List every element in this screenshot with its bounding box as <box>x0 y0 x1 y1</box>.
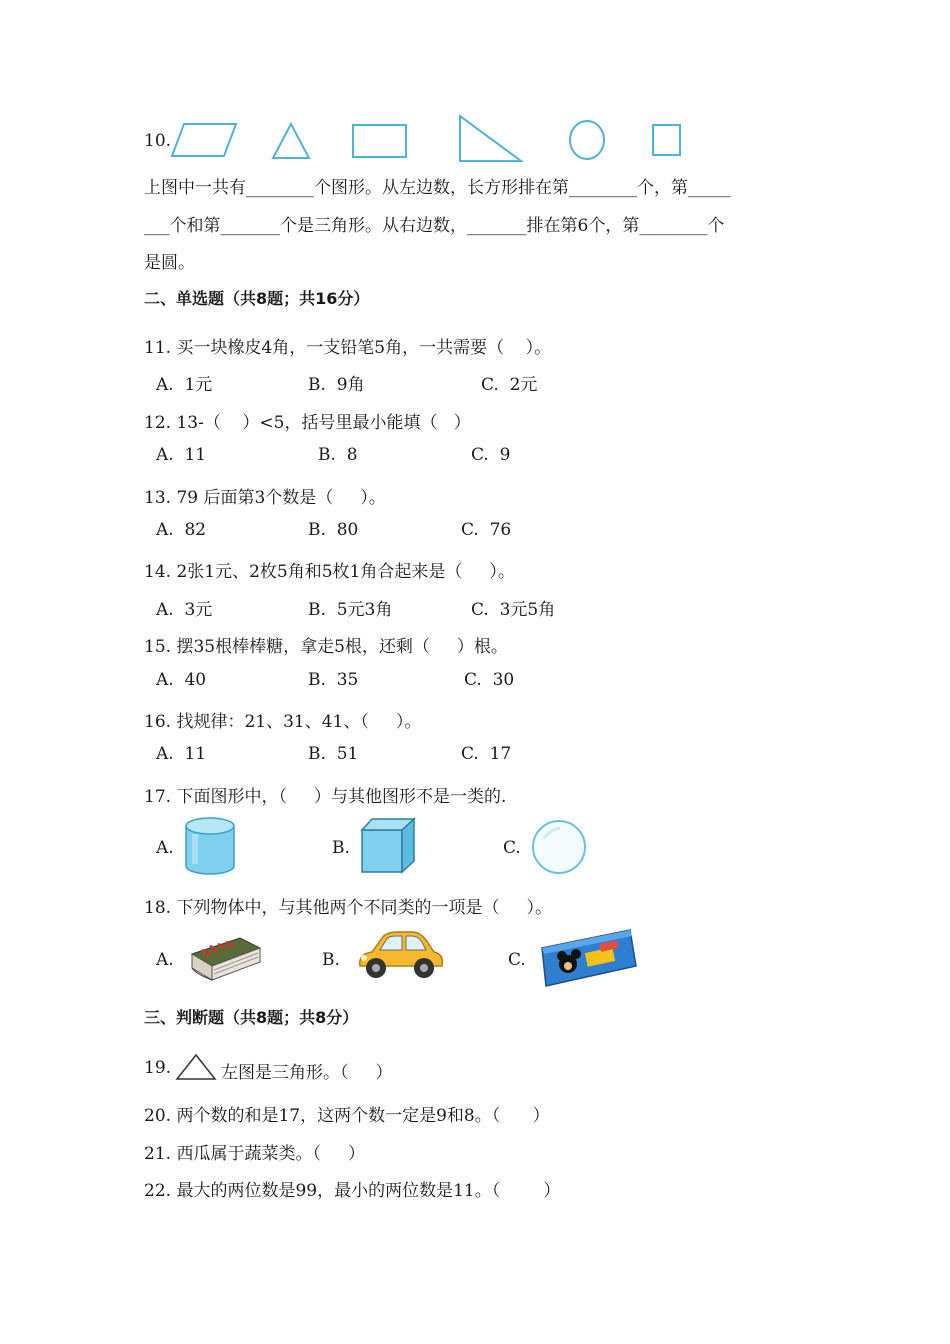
q13-option-c: C. 76 <box>461 520 512 540</box>
q13-text: 13. 79 后面第3个数是（ ）。 <box>144 488 386 508</box>
q16-option-a: A. 11 <box>156 744 207 764</box>
q14-text: 14. 2张1元、2枚5角和5枚1角合起来是（ ）。 <box>144 562 515 582</box>
q12-option-a: A. 11 <box>156 445 207 465</box>
triangle-icon <box>270 120 312 162</box>
book-icon <box>188 934 262 984</box>
q17-option-c: C. <box>503 838 521 858</box>
pencil-case-icon <box>538 926 640 990</box>
q14-option-b: B. 5元3角 <box>308 600 393 620</box>
q22-text: 22. 最大的两位数是99，最小的两位数是11。（ ） <box>144 1181 561 1201</box>
q11-option-b: B. 9角 <box>308 375 365 395</box>
right-triangle-icon <box>455 112 525 164</box>
q12-option-c: C. 9 <box>471 445 511 465</box>
q19-text: 左图是三角形。（ ） <box>221 1063 393 1083</box>
cube-icon <box>358 816 418 876</box>
q16-option-b: B. 51 <box>308 744 359 764</box>
q17-text: 17. 下面图形中，（ ）与其他图形不是一类的. <box>144 787 507 807</box>
q16-option-c: C. 17 <box>461 744 512 764</box>
q19-number: 19. <box>144 1058 172 1078</box>
q16-text: 16. 找规律：21、31、41、（ ）。 <box>144 712 422 732</box>
q15-option-a: A. 40 <box>156 670 207 690</box>
q11-option-c: C. 2元 <box>481 375 538 395</box>
square-icon <box>650 122 684 158</box>
q17-option-a: A. <box>156 838 174 858</box>
q10-line-3: 是圆。 <box>144 253 195 273</box>
q17-option-b: B. <box>332 838 350 858</box>
q11-text: 11. 买一块橡皮4角，一支铅笔5角，一共需要（ ）。 <box>144 338 552 358</box>
q14-option-a: A. 3元 <box>156 600 213 620</box>
q11-option-a: A. 1元 <box>156 375 213 395</box>
rectangle-icon <box>350 121 410 161</box>
parallelogram-icon <box>170 120 240 160</box>
q15-option-c: C. 30 <box>464 670 515 690</box>
q10-number: 10. <box>144 131 172 151</box>
q15-text: 15. 摆35根棒棒糖，拿走5根，还剩（ ）根。 <box>144 637 508 657</box>
q18-option-c: C. <box>508 950 526 970</box>
section-3-title: 三、判断题（共8题；共8分） <box>144 1008 359 1027</box>
car-icon <box>354 928 446 984</box>
q13-option-a: A. 82 <box>156 520 207 540</box>
circle-outline-icon <box>530 818 588 876</box>
q12-option-b: B. 8 <box>318 445 358 465</box>
q20-text: 20. 两个数的和是17，这两个数一定是9和8。（ ） <box>144 1106 550 1126</box>
triangle-outline-icon <box>174 1052 218 1082</box>
q18-text: 18. 下列物体中，与其他两个不同类的一项是（ ）。 <box>144 898 552 918</box>
q13-option-b: B. 80 <box>308 520 359 540</box>
q12-text: 12. 13-（ ）<5，括号里最小能填（ ） <box>144 413 471 433</box>
q10-line-2: ___个和第_______个是三角形。从右边数，_______排在第6个，第________个 <box>144 216 725 236</box>
section-2-title: 二、单选题（共8题；共16分） <box>144 289 370 308</box>
cylinder-icon <box>182 816 238 878</box>
q14-option-c: C. 3元5角 <box>471 600 556 620</box>
circle-icon <box>566 118 608 162</box>
q18-option-a: A. <box>156 950 174 970</box>
q15-option-b: B. 35 <box>308 670 359 690</box>
q21-text: 21. 西瓜属于蔬菜类。（ ） <box>144 1144 365 1164</box>
q10-line-1: 上图中一共有________个图形。从左边数，长方形排在第________个，第_____ <box>144 178 731 198</box>
q18-option-b: B. <box>322 950 340 970</box>
